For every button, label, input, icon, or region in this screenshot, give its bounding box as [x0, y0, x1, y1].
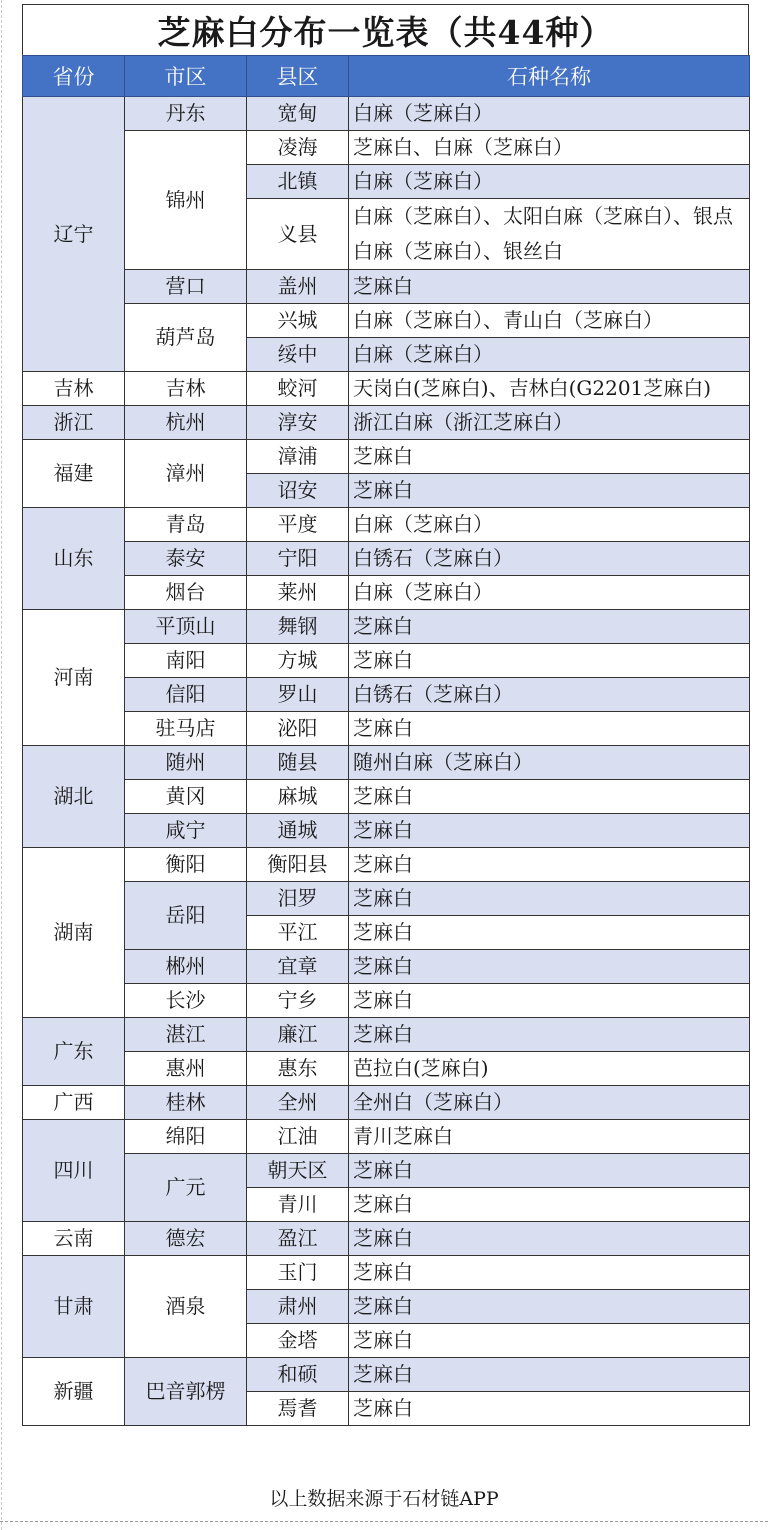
stone-name-cell: 芝麻白: [349, 1392, 750, 1426]
city-cell: 漳州: [125, 440, 247, 508]
county-cell: 泌阳: [247, 712, 349, 746]
city-cell: 巴音郭楞: [125, 1358, 247, 1426]
stone-name-cell: 白麻（芝麻白）: [349, 508, 750, 542]
stone-name-cell: 白麻（芝麻白）、太阳白麻（芝麻白）、银点白麻（芝麻白）、银丝白: [349, 199, 750, 270]
stone-name-cell: 芝麻白: [349, 1290, 750, 1324]
stone-name-cell: 全州白（芝麻白）: [349, 1086, 750, 1120]
county-cell: 江油: [247, 1120, 349, 1154]
stone-name-cell: 白锈石（芝麻白）: [349, 678, 750, 712]
city-cell: 葫芦岛: [125, 304, 247, 372]
table-row: [23, 1256, 750, 1290]
city-cell: 桂林: [125, 1086, 247, 1120]
county-cell: 焉耆: [247, 1392, 349, 1426]
county-cell: 莱州: [247, 576, 349, 610]
table-row: [23, 1358, 750, 1392]
province-cell: 云南: [23, 1222, 125, 1256]
table-row: [23, 1086, 750, 1120]
county-cell: 青川: [247, 1188, 349, 1222]
county-cell: 绥中: [247, 338, 349, 372]
city-cell: 锦州: [125, 131, 247, 270]
table-row: [23, 1018, 750, 1052]
stone-name-cell: 芝麻白: [349, 1018, 750, 1052]
stone-name-cell: 芝麻白: [349, 882, 750, 916]
city-cell: 吉林: [125, 372, 247, 406]
table-row: [23, 372, 750, 406]
county-cell: 漳浦: [247, 440, 349, 474]
header-province: 省份: [23, 56, 125, 97]
table-body: [23, 97, 750, 1426]
table-row: [23, 1222, 750, 1256]
stone-name-cell: 芝麻白: [349, 814, 750, 848]
county-cell: 衡阳县: [247, 848, 349, 882]
stone-name-cell: 芝麻白: [349, 712, 750, 746]
table-row: [23, 984, 750, 1018]
table-row: [23, 1052, 750, 1086]
stone-name-cell: 随州白麻（芝麻白）: [349, 746, 750, 780]
province-cell: 山东: [23, 508, 125, 610]
table-row: [23, 746, 750, 780]
county-cell: 宜章: [247, 950, 349, 984]
county-cell: 罗山: [247, 678, 349, 712]
city-cell: 南阳: [125, 644, 247, 678]
header-stone-name: 石种名称: [349, 56, 750, 97]
county-cell: 朝天区: [247, 1154, 349, 1188]
province-cell: 新疆: [23, 1358, 125, 1426]
city-cell: 德宏: [125, 1222, 247, 1256]
table-row: [23, 304, 750, 338]
county-cell: 淳安: [247, 406, 349, 440]
county-cell: 麻城: [247, 780, 349, 814]
city-cell: 烟台: [125, 576, 247, 610]
province-cell: 辽宁: [23, 97, 125, 372]
table-row: [23, 644, 750, 678]
dashed-divider: [0, 1521, 768, 1522]
province-cell: 浙江: [23, 406, 125, 440]
county-cell: 宁乡: [247, 984, 349, 1018]
stone-name-cell: 白麻（芝麻白）: [349, 576, 750, 610]
county-cell: 兴城: [247, 304, 349, 338]
table-row: [23, 610, 750, 644]
table-row: [23, 848, 750, 882]
county-cell: 金塔: [247, 1324, 349, 1358]
county-cell: 廉江: [247, 1018, 349, 1052]
stone-name-cell: 芝麻白: [349, 1324, 750, 1358]
stone-name-cell: 白麻（芝麻白）、青山白（芝麻白）: [349, 304, 750, 338]
province-cell: 广东: [23, 1018, 125, 1086]
stone-name-cell: 芝麻白: [349, 440, 750, 474]
stone-name-cell: 芝麻白: [349, 1256, 750, 1290]
table-row: [23, 950, 750, 984]
table-row: [23, 882, 750, 916]
table-row: [23, 542, 750, 576]
city-cell: 青岛: [125, 508, 247, 542]
city-cell: 衡阳: [125, 848, 247, 882]
city-cell: 岳阳: [125, 882, 247, 950]
stone-name-cell: 芝麻白: [349, 780, 750, 814]
stone-name-cell: 芝麻白: [349, 950, 750, 984]
header-row: [23, 56, 750, 97]
stone-name-cell: 白锈石（芝麻白）: [349, 542, 750, 576]
stone-name-cell: 芝麻白: [349, 610, 750, 644]
table-row: [23, 508, 750, 542]
table-row: [23, 1154, 750, 1188]
city-cell: 杭州: [125, 406, 247, 440]
stone-name-cell: 天岗白(芝麻白)、吉林白(G2201芝麻白): [349, 372, 750, 406]
table-row: [23, 440, 750, 474]
stone-name-cell: 芝麻白: [349, 848, 750, 882]
county-cell: 盖州: [247, 270, 349, 304]
header-city: 市区: [125, 56, 247, 97]
county-cell: 宁阳: [247, 542, 349, 576]
table-row: [23, 270, 750, 304]
province-cell: 福建: [23, 440, 125, 508]
city-cell: 信阳: [125, 678, 247, 712]
county-cell: 凌海: [247, 131, 349, 165]
county-cell: 惠东: [247, 1052, 349, 1086]
stone-name-cell: 青川芝麻白: [349, 1120, 750, 1154]
county-cell: 宽甸: [247, 97, 349, 131]
table-row: [23, 1120, 750, 1154]
county-cell: 全州: [247, 1086, 349, 1120]
city-cell: 广元: [125, 1154, 247, 1222]
county-cell: 舞钢: [247, 610, 349, 644]
dashed-edge: [1, 0, 2, 1530]
table-row: [23, 97, 750, 131]
city-cell: 湛江: [125, 1018, 247, 1052]
county-cell: 盈江: [247, 1222, 349, 1256]
province-cell: 甘肃: [23, 1256, 125, 1358]
stone-name-cell: 芝麻白、白麻（芝麻白）: [349, 131, 750, 165]
distribution-table: [22, 55, 750, 1426]
province-cell: 吉林: [23, 372, 125, 406]
stone-name-cell: 浙江白麻（浙江芝麻白）: [349, 406, 750, 440]
table-row: [23, 712, 750, 746]
province-cell: 广西: [23, 1086, 125, 1120]
county-cell: 平度: [247, 508, 349, 542]
stone-name-cell: 芝麻白: [349, 984, 750, 1018]
province-cell: 湖南: [23, 848, 125, 1018]
stone-name-cell: 芝麻白: [349, 1358, 750, 1392]
stone-name-cell: 芝麻白: [349, 474, 750, 508]
stone-name-cell: 白麻（芝麻白）: [349, 165, 750, 199]
county-cell: 平江: [247, 916, 349, 950]
source-footnote: 以上数据来源于石材链APP: [269, 1488, 499, 1510]
stone-name-cell: 芝麻白: [349, 1222, 750, 1256]
county-cell: 肃州: [247, 1290, 349, 1324]
county-cell: 通城: [247, 814, 349, 848]
county-cell: 随县: [247, 746, 349, 780]
stone-name-cell: 芝麻白: [349, 1154, 750, 1188]
county-cell: 方城: [247, 644, 349, 678]
stone-name-cell: 芝麻白: [349, 1188, 750, 1222]
table-row: [23, 131, 750, 165]
city-cell: 惠州: [125, 1052, 247, 1086]
stone-name-cell: 芝麻白: [349, 270, 750, 304]
county-cell: 汨罗: [247, 882, 349, 916]
city-cell: 咸宁: [125, 814, 247, 848]
stone-name-cell: 白麻（芝麻白）: [349, 338, 750, 372]
county-cell: 和硕: [247, 1358, 349, 1392]
table-row: [23, 780, 750, 814]
table-row: [23, 406, 750, 440]
city-cell: 平顶山: [125, 610, 247, 644]
city-cell: 丹东: [125, 97, 247, 131]
county-cell: 北镇: [247, 165, 349, 199]
table-row: [23, 678, 750, 712]
table-title: 芝麻白分布一览表（共44种）: [22, 4, 749, 55]
province-cell: 四川: [23, 1120, 125, 1222]
table-row: [23, 576, 750, 610]
stone-name-cell: 芝麻白: [349, 644, 750, 678]
county-cell: 诏安: [247, 474, 349, 508]
city-cell: 驻马店: [125, 712, 247, 746]
stone-name-cell: 芭拉白(芝麻白): [349, 1052, 750, 1086]
stone-name-cell: 白麻（芝麻白）: [349, 97, 750, 131]
city-cell: 随州: [125, 746, 247, 780]
distribution-table-sheet: [22, 4, 749, 1426]
header-county: 县区: [247, 56, 349, 97]
province-cell: 河南: [23, 610, 125, 746]
province-cell: 湖北: [23, 746, 125, 848]
city-cell: 长沙: [125, 984, 247, 1018]
stone-name-cell: 芝麻白: [349, 916, 750, 950]
city-cell: 酒泉: [125, 1256, 247, 1358]
city-cell: 泰安: [125, 542, 247, 576]
county-cell: 义县: [247, 199, 349, 270]
city-cell: 黄冈: [125, 780, 247, 814]
table-row: [23, 814, 750, 848]
county-cell: 蛟河: [247, 372, 349, 406]
city-cell: 郴州: [125, 950, 247, 984]
county-cell: 玉门: [247, 1256, 349, 1290]
city-cell: 绵阳: [125, 1120, 247, 1154]
city-cell: 营口: [125, 270, 247, 304]
